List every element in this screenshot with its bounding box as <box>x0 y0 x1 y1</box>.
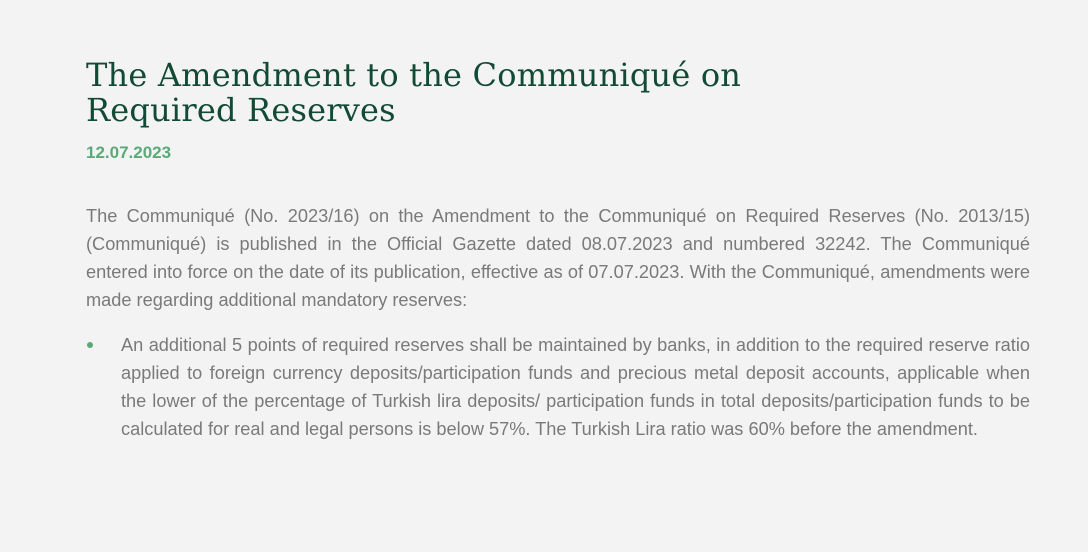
bullet-list <box>86 331 1030 443</box>
article-intro-paragraph: The Communiqué (No. 2023/16) on the Amendment to the Communiqué on Required Reserves (No. 2013/15) (Communiqué) is published in the Official Gazette dated 08.07.2023 and numbered 32242. The Communiqué entered into force on the date of its publication, effective as of 07.07.2023. With the Communiqué, amendments were made regarding additional mandatory reserves: <box>86 206 1030 310</box>
article <box>86 58 1030 443</box>
bullet-text: An additional 5 points of required reserves shall be maintained by banks, in addition to the required reserve ratio applied to foreign currency deposits/participation funds and precious metal deposit accounts, applicable when the lower of the percentage of Turkish lira deposits/ participation funds in total deposits/participation funds to be calculated for real and legal persons is below 57%. The Turkish Lira ratio was 60% before the amendment. <box>121 335 1030 439</box>
article-title: The Amendment to the Communiqué on Required Reserves <box>86 56 742 129</box>
list-item <box>86 331 1030 443</box>
article-date: 12.07.2023 <box>86 143 172 162</box>
bullet-dot-icon <box>87 342 93 348</box>
